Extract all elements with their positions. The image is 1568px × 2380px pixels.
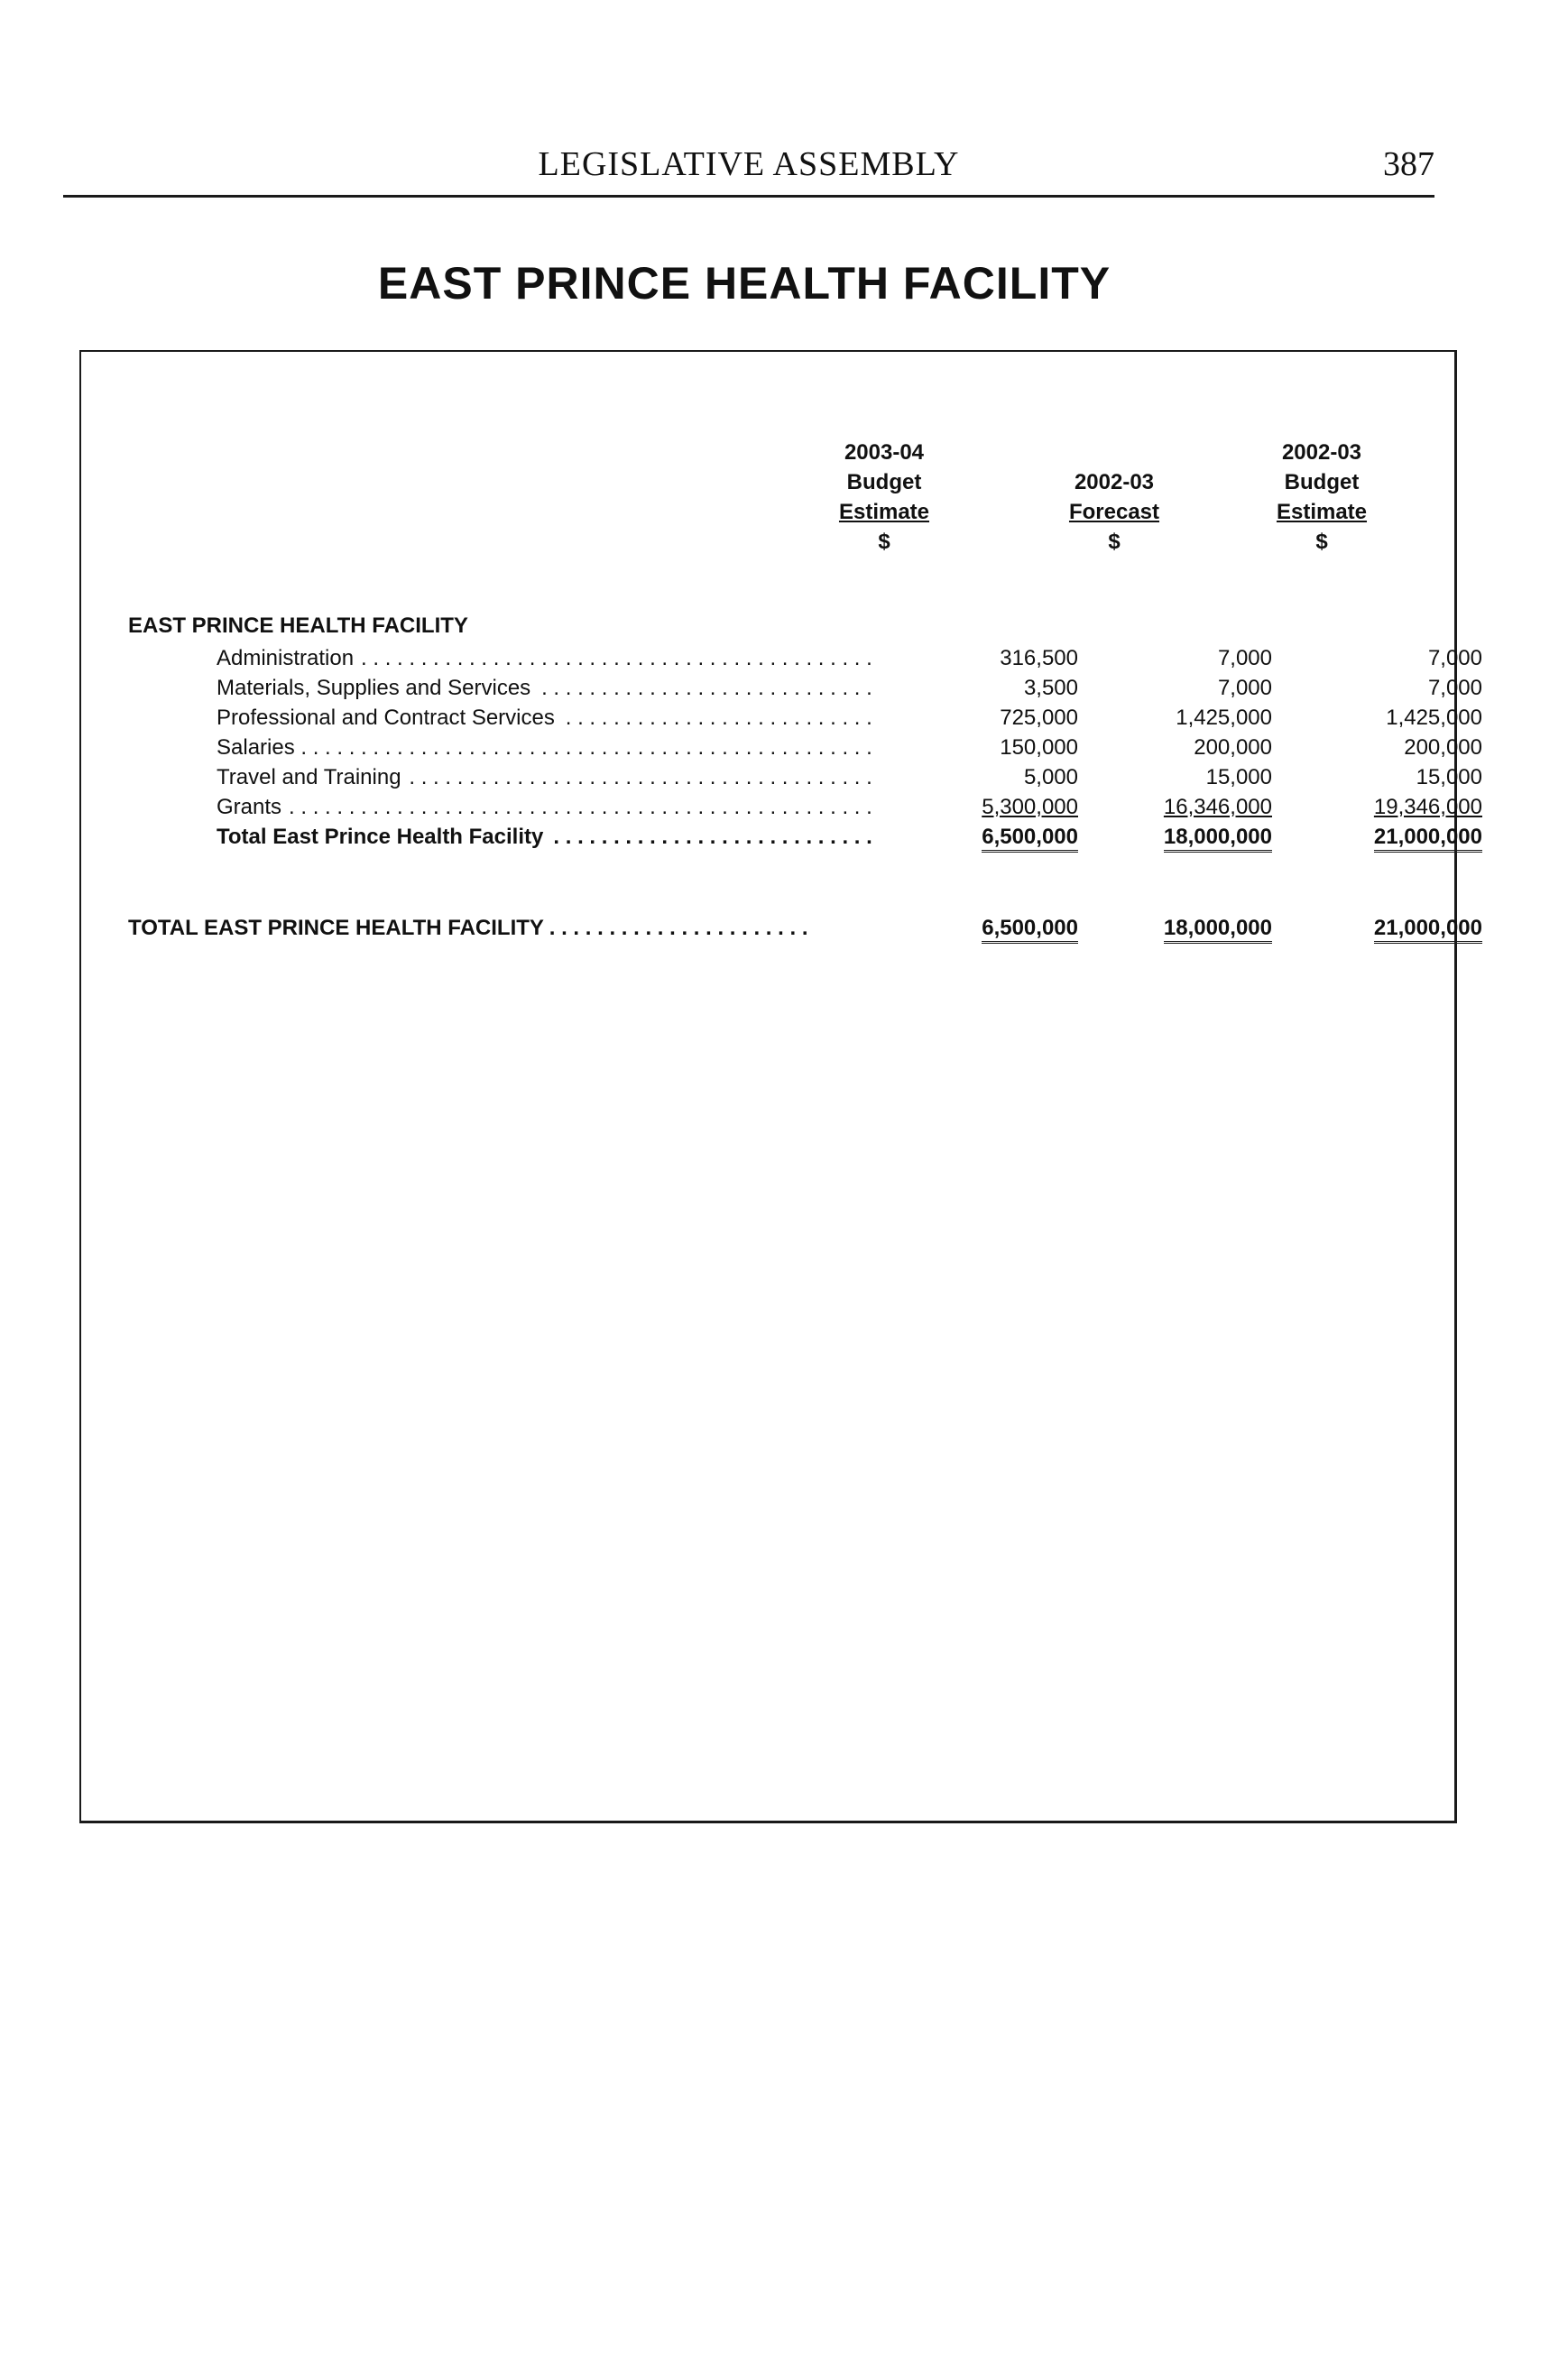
row-label: Total East Prince Health Facility [217, 825, 549, 849]
value-2002-03-budget: 7,000 [1427, 676, 1482, 700]
value-2002-03-forecast: 200,000 [1194, 735, 1272, 760]
grand-total-2003-04-budget: 6,500,000 [982, 916, 1078, 944]
value-2002-03-forecast: 7,000 [1217, 646, 1272, 670]
column-header-line: Budget [846, 470, 922, 494]
column-header-2002-03-budget [1213, 438, 1430, 557]
value-2003-04-budget: 5,000 [1023, 765, 1078, 789]
section-total-row [81, 822, 1482, 852]
column-header-line: Forecast [1068, 500, 1160, 524]
value-2002-03-budget: 15,000 [1416, 765, 1482, 789]
page-title: EAST PRINCE HEALTH FACILITY [377, 258, 1111, 309]
column-header-line [1006, 438, 1222, 467]
value-2002-03-forecast: 15,000 [1205, 765, 1272, 789]
row-label: Travel and Training [217, 765, 407, 789]
row-label: Administration [217, 646, 359, 670]
value-2002-03-forecast: 7,000 [1217, 676, 1272, 700]
value-2002-03-forecast: 16,346,000 [1163, 795, 1272, 819]
grand-total-row [81, 913, 1482, 943]
column-header-line: 2002-03 [1074, 470, 1155, 494]
value-2002-03-budget: 19,346,000 [1373, 795, 1482, 819]
table-row [81, 673, 1482, 703]
column-header-2003-04-budget [776, 438, 992, 557]
value-2003-04-budget: 3,500 [1023, 676, 1078, 700]
table-row [81, 792, 1482, 822]
value-2003-04-budget: 725,000 [1000, 706, 1078, 730]
value-2002-03-budget: 1,425,000 [1386, 706, 1482, 730]
column-header-unit: $ [1108, 530, 1121, 554]
value-2003-04-budget: 316,500 [1000, 646, 1078, 670]
page-number: 387 [1383, 145, 1434, 183]
value-2002-03-forecast: 1,425,000 [1176, 706, 1272, 730]
table-row [81, 703, 1482, 733]
column-header-line: 2002-03 [1281, 440, 1362, 465]
row-label: Professional and Contract Services [217, 706, 560, 730]
section-heading: EAST PRINCE HEALTH FACILITY [128, 613, 468, 638]
table-row [81, 643, 1482, 673]
total-2002-03-forecast: 18,000,000 [1164, 825, 1272, 853]
value-2002-03-budget: 200,000 [1404, 735, 1482, 760]
row-label: Materials, Supplies and Services [217, 676, 536, 700]
column-header-line: Estimate [1276, 500, 1368, 524]
total-2002-03-budget: 21,000,000 [1374, 825, 1482, 853]
column-header-line: Estimate [838, 500, 930, 524]
value-2002-03-budget: 7,000 [1427, 646, 1482, 670]
row-label: Salaries [217, 735, 300, 760]
row-label: Grants [217, 795, 287, 819]
grand-total-2002-03-budget: 21,000,000 [1374, 916, 1482, 944]
column-header-line: Budget [1284, 470, 1360, 494]
running-title: LEGISLATIVE ASSEMBLY [538, 145, 960, 183]
column-header-2002-03-forecast [1006, 438, 1222, 557]
column-header-line: 2003-04 [844, 440, 925, 465]
value-2003-04-budget: 5,300,000 [982, 795, 1078, 819]
grand-total-2002-03-forecast: 18,000,000 [1164, 916, 1272, 944]
budget-table-frame [79, 350, 1482, 1823]
row-label: TOTAL EAST PRINCE HEALTH FACILITY [128, 916, 549, 940]
value-2003-04-budget: 150,000 [1000, 735, 1078, 760]
total-2003-04-budget: 6,500,000 [982, 825, 1078, 853]
column-header-unit: $ [1315, 530, 1328, 554]
column-header-unit: $ [878, 530, 890, 554]
table-row [81, 762, 1482, 792]
table-row [81, 733, 1482, 762]
running-header [63, 144, 1434, 198]
